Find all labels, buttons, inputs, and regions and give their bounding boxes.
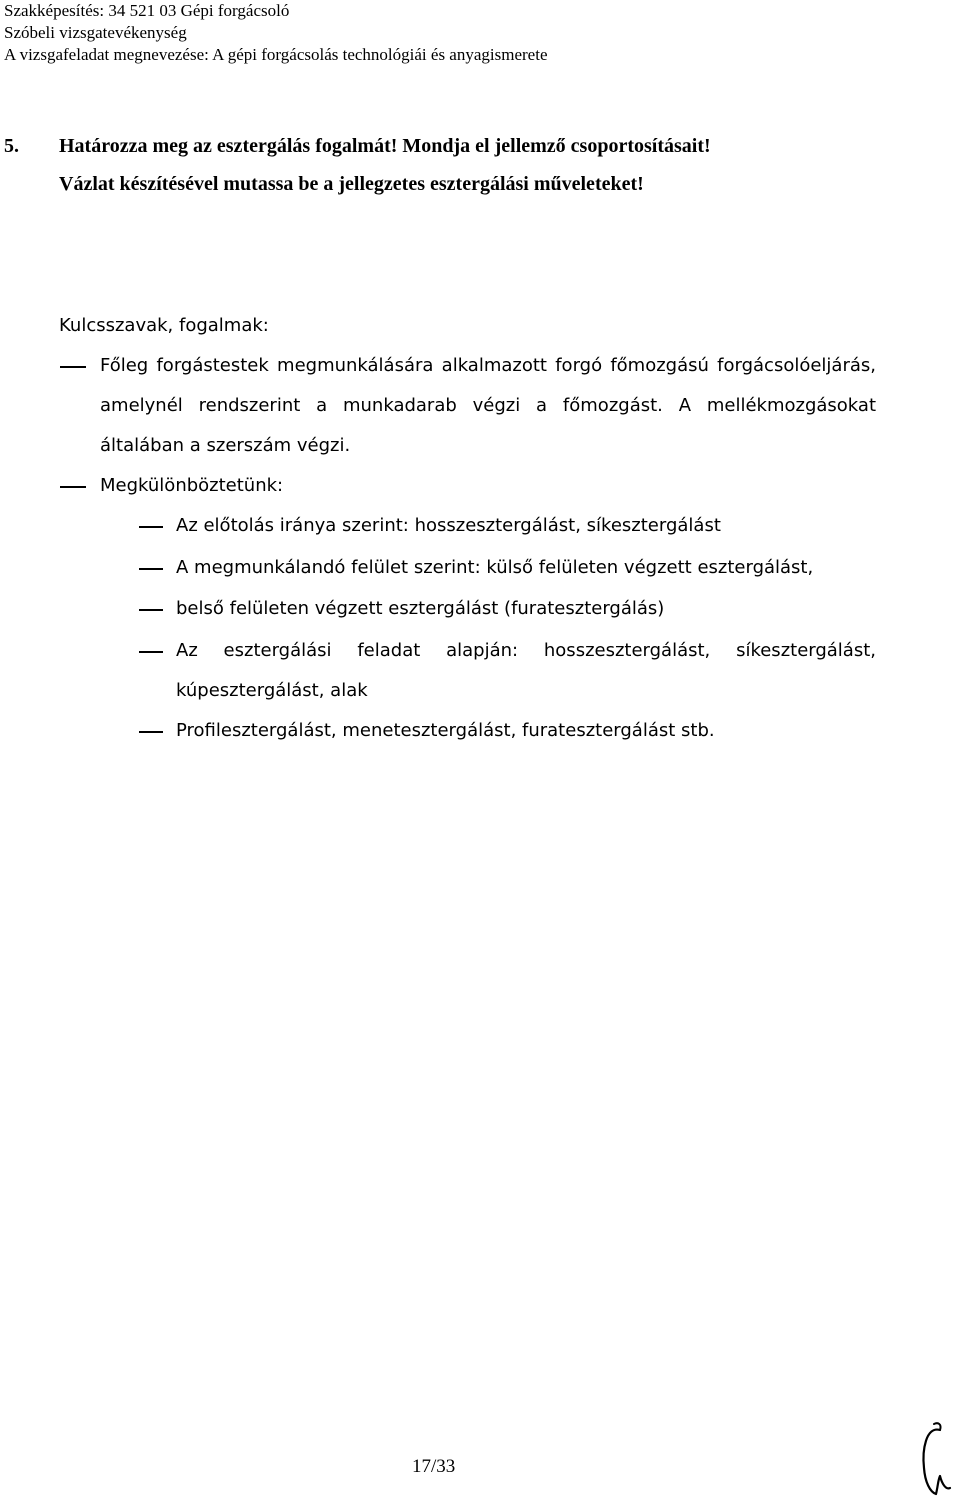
definition-text: Főleg forgástestek megmunkálására alkalmazott forgó főmozgású forgácsolóeljárás, amelynél rendszerint a munkadarab végzi a főmozgást. A mellékmozgásokat általában a szerszám végzi. (100, 355, 876, 456)
list-item (176, 631, 876, 711)
list-item-distinguish (100, 466, 876, 506)
dash-bullet (139, 651, 163, 653)
dash-bullet (60, 366, 86, 368)
question-line-1: Határozza meg az esztergálás fogalmát! Mondja el jellemző csoportosításait! (59, 135, 711, 157)
list-item (176, 589, 876, 629)
signature-icon (916, 1420, 956, 1500)
page-number: 17/33 (412, 1456, 456, 1477)
distinguish-text: Megkülönböztetünk: (100, 475, 284, 496)
list-item (176, 506, 876, 546)
list-item-text: Az előtolás iránya szerint: hosszesztergálást, síkesztergálást (176, 515, 721, 536)
dash-bullet (60, 486, 86, 488)
dash-bullet (139, 568, 163, 570)
dash-bullet (139, 731, 163, 733)
list-item-text: Az esztergálási feladat alapján: hosszesztergálást, síkesztergálást, kúpesztergálást, alak (176, 640, 876, 701)
document-header (4, 0, 548, 66)
list-item-text: A megmunkálandó felület szerint: külső felületen végzett esztergálást, (176, 557, 814, 578)
keywords-title: Kulcsszavak, fogalmak: (59, 315, 269, 336)
list-item (176, 548, 876, 588)
list-item-text: belső felületen végzett esztergálást (furatesztergálás) (176, 598, 665, 619)
header-exam-activity: Szóbeli vizsgatevékenység (4, 23, 187, 42)
question-line-2: Vázlat készítésével mutassa be a jellegzetes esztergálási műveleteket! (59, 173, 644, 195)
header-task-name: A vizsgafeladat megnevezése: A gépi forgácsolás technológiái és anyagismerete (4, 45, 548, 64)
list-item (176, 711, 876, 751)
question (4, 127, 874, 203)
list-item-definition (100, 346, 876, 466)
question-number: 5. (4, 135, 19, 157)
list-item-text: Profilesztergálást, menetesztergálást, furatesztergálást stb. (176, 720, 715, 741)
dash-bullet (139, 609, 163, 611)
dash-bullet (139, 526, 163, 528)
header-qualification: Szakképesítés: 34 521 03 Gépi forgácsoló (4, 1, 290, 20)
